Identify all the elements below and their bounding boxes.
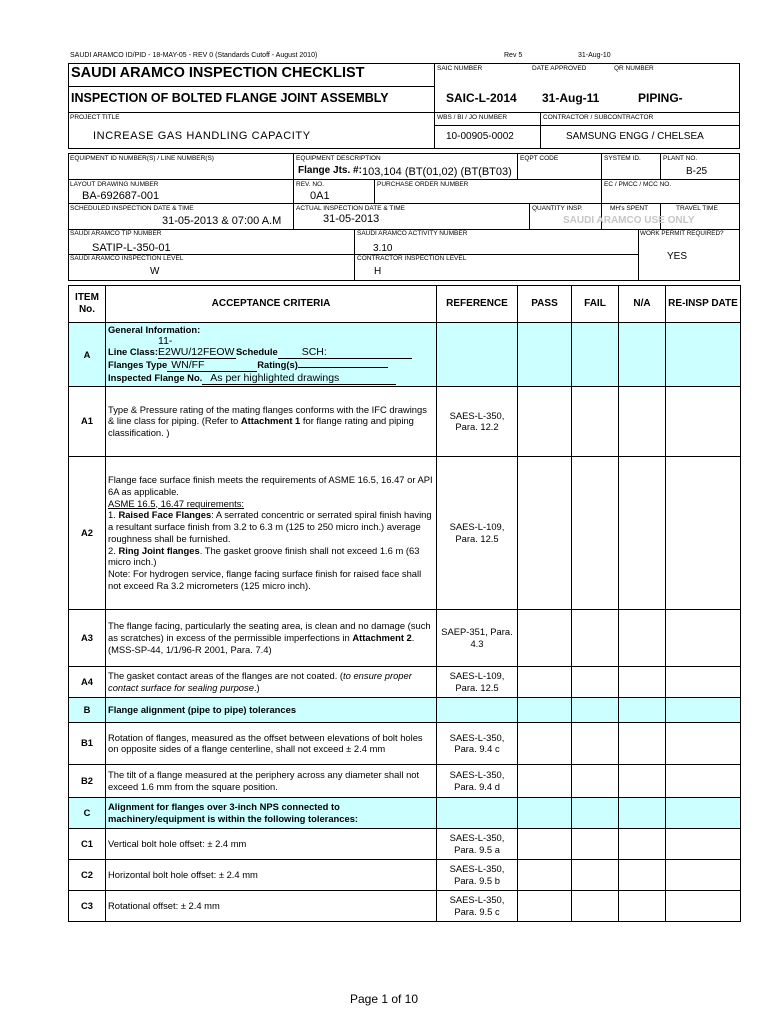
checklist-subtitle: INSPECTION OF BOLTED FLANGE JOINT ASSEMBLY <box>71 91 389 105</box>
scheduled-inspection: 31-05-2013 & 07:00 A.M <box>162 215 282 227</box>
rating-field[interactable] <box>298 367 388 368</box>
table-row-b2 <box>69 764 741 797</box>
reinsp-a[interactable] <box>666 323 741 387</box>
project-title-label: PROJECT TITLE <box>70 114 120 121</box>
fail-a1[interactable] <box>572 386 619 456</box>
contractor-level: H <box>374 266 382 277</box>
reinsp-b2[interactable] <box>666 764 741 797</box>
item-a4: A4 <box>69 666 106 697</box>
fail-c1[interactable] <box>572 828 619 859</box>
reference-c <box>437 797 518 828</box>
rev-no-label: REV. NO. <box>296 181 324 188</box>
line-class-field[interactable]: 11-E2WU/12FEOW <box>158 334 235 358</box>
reference-c3: SAES-L-350, Para. 9.5 c <box>437 890 518 921</box>
contractor-level-label: CONTRACTOR INSPECTION LEVEL <box>357 255 467 262</box>
reinsp-a3[interactable] <box>666 609 741 666</box>
table-row-a3 <box>69 609 741 666</box>
reference-c1: SAES-L-350, Para. 9.5 a <box>437 828 518 859</box>
quantity-insp-label: QUANTITY INSP. <box>532 205 583 212</box>
pass-a[interactable] <box>518 323 572 387</box>
general-info-title: General Information: <box>108 324 201 335</box>
flanges-type-field[interactable]: WN/FF <box>167 360 257 372</box>
aramco-level: W <box>150 266 160 277</box>
tip-number: SATIP-L-350-01 <box>92 242 171 254</box>
reinsp-c2[interactable] <box>666 859 741 890</box>
actual-inspection-label: ACTUAL INSPECTION DATE & TIME <box>296 205 405 212</box>
contractor-label: CONTRACTOR / SUBCONTRACTOR <box>543 114 654 121</box>
wbs-number: 10-00905-0002 <box>446 131 514 142</box>
pass-a4[interactable] <box>518 666 572 697</box>
criteria-a <box>106 323 437 387</box>
reference-a <box>437 323 518 387</box>
fail-b1[interactable] <box>572 722 619 764</box>
checklist-title: SAUDI ARAMCO INSPECTION CHECKLIST <box>71 65 365 81</box>
fail-a4[interactable] <box>572 666 619 697</box>
item-c3: C3 <box>69 890 106 921</box>
criteria-a3: The flange facing, particularly the seating area, is clean and no damage (such as scratches) in excess of the permissible imperfections in Attachment 2. (MSS-SP-44, 1/1/96-R 2001, Para. 7.4) <box>106 609 437 666</box>
item-a1: A1 <box>69 386 106 456</box>
work-permit-label: WORK PERMIT REQUIRED? <box>640 230 724 237</box>
schedule-field[interactable]: SCH: <box>278 347 412 359</box>
acceptance-criteria-table <box>68 285 741 922</box>
item-c2: C2 <box>69 859 106 890</box>
pass-b2[interactable] <box>518 764 572 797</box>
fail-c2[interactable] <box>572 859 619 890</box>
schedule-label: Schedule <box>236 345 278 357</box>
criteria-a2: Flange face surface finish meets the requirements of ASME 16.5, 16.47 or API 6A as applicable. ASME 16.5, 16.47 requirements: 1. Raised Face Flanges: A serrated concentric or serrated spiral finish having a resultant surface finish from 3.2 to 6.3 m (125 to 250 micro inch.) average roughness shall be furnished. 2. Ring Joint flanges. The gasket groove finish shall not exceed 1.6 m (63 micro inch.) Note: For hydrogen service, flange facing surface finish for raised face shall not exceed Ra 3.2 micrometers (125 micro inch). <box>106 456 437 609</box>
pass-b1[interactable] <box>518 722 572 764</box>
table-row-a <box>69 323 741 387</box>
na-b1[interactable] <box>619 722 666 764</box>
equipment-desc-label: EQUIPMENT DESCRIPTION <box>296 155 381 162</box>
rating-label: Rating(s) <box>257 358 298 370</box>
flanges-type-label: Flanges Type <box>108 358 168 370</box>
item-a: A <box>69 323 106 387</box>
activity-number: 3.10 <box>373 243 393 254</box>
pass-c2[interactable] <box>518 859 572 890</box>
line-class-label: Line Class: <box>108 345 159 357</box>
na-c3[interactable] <box>619 890 666 921</box>
na-b[interactable] <box>619 697 666 722</box>
rev-no: 0A1 <box>310 190 330 202</box>
reinsp-a4[interactable] <box>666 666 741 697</box>
col-item: ITEM No. <box>69 286 106 323</box>
criteria-c: Alignment for flanges over 3-inch NPS connected to machinery/equipment is within the following tolerances: <box>106 797 437 828</box>
equipment-desc-prefix: Flange Jts. #: <box>298 165 362 176</box>
equipment-desc: 103,104 (BT(01,02) (BT(BT03) <box>362 166 512 178</box>
pass-c3[interactable] <box>518 890 572 921</box>
reinsp-b1[interactable] <box>666 722 741 764</box>
na-a1[interactable] <box>619 386 666 456</box>
revision-date: 31-Aug-10 <box>578 52 611 59</box>
plant-no: B-25 <box>686 166 708 177</box>
contractor-name: SAMSUNG ENGG / CHELSEA <box>566 131 704 142</box>
actual-inspection: 31-05-2013 <box>323 213 380 225</box>
item-c1: C1 <box>69 828 106 859</box>
col-criteria: ACCEPTANCE CRITERIA <box>106 286 437 323</box>
na-a4[interactable] <box>619 666 666 697</box>
mhs-spent-label: MH's SPENT <box>610 205 649 212</box>
layout-drawing-label: LAYOUT DRAWING NUMBER <box>70 181 159 188</box>
page-number: Page 1 of 10 <box>349 992 419 1006</box>
pass-c1[interactable] <box>518 828 572 859</box>
pass-a3[interactable] <box>518 609 572 666</box>
criteria-a1: Type & Pressure rating of the mating flanges conforms with the IFC drawings & line class for piping. (Refer to Attachment 1 for flange rating and piping classification. ) <box>106 386 437 456</box>
system-id-label: SYSTEM ID. <box>604 155 641 162</box>
col-reference: REFERENCE <box>437 286 518 323</box>
criteria-b1: Rotation of flanges, measured as the offset between elevations of bolt holes on opposite sides of a flange centerline, shall not exceed ± 2.4 mm <box>106 722 437 764</box>
pass-a1[interactable] <box>518 386 572 456</box>
item-a2: A2 <box>69 456 106 609</box>
eqpt-code-label: EQPT CODE <box>520 155 559 162</box>
pass-a2[interactable] <box>518 456 572 609</box>
reference-a2: SAES-L-109, Para. 12.5 <box>437 456 518 609</box>
saic-number-label: SAIC NUMBER <box>437 65 483 72</box>
reference-a4: SAES-L-109, Para. 12.5 <box>437 666 518 697</box>
criteria-b: Flange alignment (pipe to pipe) tolerances <box>106 697 437 722</box>
fail-c3[interactable] <box>572 890 619 921</box>
criteria-b2: The tilt of a flange measured at the periphery across any diameter shall not exceed 1.6 mm from the square position. <box>106 764 437 797</box>
layout-drawing-number: BA-692687-001 <box>82 190 160 202</box>
work-permit-value: YES <box>667 251 688 262</box>
reference-b1: SAES-L-350, Para. 9.4 c <box>437 722 518 764</box>
aramco-level-label: SAUDI ARAMCO INSPECTION LEVEL <box>70 255 184 262</box>
col-pass: PASS <box>518 286 572 323</box>
reinsp-b[interactable] <box>666 697 741 722</box>
pass-c[interactable] <box>518 797 572 828</box>
reinsp-c[interactable] <box>666 797 741 828</box>
na-c[interactable] <box>619 797 666 828</box>
reinsp-a1[interactable] <box>666 386 741 456</box>
na-c1[interactable] <box>619 828 666 859</box>
table-row-b1 <box>69 722 741 764</box>
table-row-a2 <box>69 456 741 609</box>
table-row-a4 <box>69 666 741 697</box>
scheduled-inspection-label: SCHEDULED INSPECTION DATE & TIME <box>70 205 194 212</box>
date-approved-label: DATE APPROVED <box>532 65 587 72</box>
na-a3[interactable] <box>619 609 666 666</box>
pass-b[interactable] <box>518 697 572 722</box>
reinsp-c1[interactable] <box>666 828 741 859</box>
reference-a3: SAEP-351, Para. 4.3 <box>437 609 518 666</box>
reference-b <box>437 697 518 722</box>
wbs-label: WBS / BI / JO NUMBER <box>437 114 508 121</box>
document-id: SAUDI ARAMCO ID/PID - 18-MAY-05 - REV 0 (Standards Cutoff - August 2010) <box>70 52 318 59</box>
reference-a1: SAES-L-350, Para. 12.2 <box>437 386 518 456</box>
reinsp-a2[interactable] <box>666 456 741 609</box>
na-a2[interactable] <box>619 456 666 609</box>
table-row-c3 <box>69 890 741 921</box>
item-a3: A3 <box>69 609 106 666</box>
fail-b2[interactable] <box>572 764 619 797</box>
ec-pmcc-label: EC / PMCC / MCC NO. <box>604 181 672 188</box>
na-a[interactable] <box>619 323 666 387</box>
table-row-b <box>69 697 741 722</box>
revision: Rev 5 <box>504 52 523 59</box>
na-c2[interactable] <box>619 859 666 890</box>
item-b: B <box>69 697 106 722</box>
table-row-c <box>69 797 741 828</box>
item-c: C <box>69 797 106 828</box>
purchase-order-label: PURCHASE ORDER NUMBER <box>377 181 469 188</box>
reinsp-c3[interactable] <box>666 890 741 921</box>
col-na: N/A <box>619 286 666 323</box>
date-approved: 31-Aug-11 <box>542 91 600 105</box>
inspected-flange-label: Inspected Flange No. <box>108 371 203 383</box>
fail-b[interactable] <box>572 697 619 722</box>
fail-a[interactable] <box>572 323 619 387</box>
criteria-c1: Vertical bolt hole offset: ± 2.4 mm <box>106 828 437 859</box>
item-b2: B2 <box>69 764 106 797</box>
fail-c[interactable] <box>572 797 619 828</box>
table-row-a1 <box>69 386 741 456</box>
inspected-flange-field[interactable]: As per highlighted drawings <box>202 373 396 385</box>
aramco-use-only: SAUDI ARAMCO USE ONLY <box>563 215 695 226</box>
travel-time-label: TRAVEL TIME <box>676 205 718 212</box>
fail-a2[interactable] <box>572 456 619 609</box>
qr-number: PIPING- <box>638 91 683 105</box>
col-fail: FAIL <box>572 286 619 323</box>
table-row-c2 <box>69 859 741 890</box>
table-header-row <box>69 286 741 323</box>
na-b2[interactable] <box>619 764 666 797</box>
tip-number-label: SAUDI ARAMCO TIP NUMBER <box>70 230 162 237</box>
item-b1: B1 <box>69 722 106 764</box>
activity-number-label: SAUDI ARAMCO ACTIVITY NUMBER <box>357 230 468 237</box>
qr-number-label: QR NUMBER <box>614 65 654 72</box>
project-title: INCREASE GAS HANDLING CAPACITY <box>93 130 311 142</box>
equipment-id-label: EQUIPMENT ID NUMBER(S) / LINE NUMBER(S) <box>70 155 214 162</box>
criteria-c2: Horizontal bolt hole offset: ± 2.4 mm <box>106 859 437 890</box>
plant-no-label: PLANT NO. <box>663 155 698 162</box>
reference-c2: SAES-L-350, Para. 9.5 b <box>437 859 518 890</box>
criteria-a4: The gasket contact areas of the flanges are not coated. (to ensure proper contact surface for sealing purpose.) <box>106 666 437 697</box>
criteria-c3: Rotational offset: ± 2.4 mm <box>106 890 437 921</box>
fail-a3[interactable] <box>572 609 619 666</box>
reference-b2: SAES-L-350, Para. 9.4 d <box>437 764 518 797</box>
table-row-c1 <box>69 828 741 859</box>
saic-number: SAIC-L-2014 <box>446 91 517 105</box>
col-reinsp: RE-INSP DATE <box>666 286 741 323</box>
